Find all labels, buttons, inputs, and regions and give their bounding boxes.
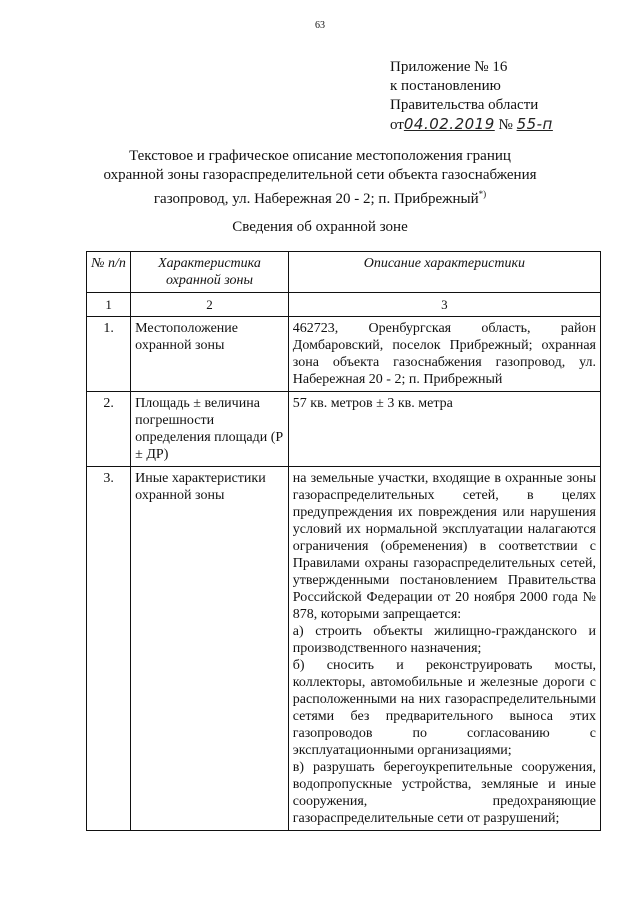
protection-zone-table (86, 251, 601, 831)
restriction-intro: на земельные участки, входящие в охранные зоны газораспределительных сетей, в целях предупреждения их повреждения или нарушения условий их нормальной эксплуатации налагаются ограничения (обременения) в соответствии с Правилами охраны газораспределительных сетей, утвержденными постановлением Правительства Российской Федерации от 20 ноября 2000 года № 878, которыми запрещается: (292, 471, 596, 622)
handwritten-date: 04.02.2019 (403, 115, 495, 133)
header-characteristic: Характеристика охранной зоны (131, 252, 289, 293)
appendix-title: Приложение № 16 (390, 59, 508, 75)
title-line-3: газопровод, ул. Набережная 20 - 2; п. Прибрежный*) (153, 189, 487, 207)
header-number: № п/п (87, 252, 131, 293)
column-number-3: 3 (288, 293, 600, 317)
row-characteristic: Иные характеристики охранной зоны (131, 467, 289, 831)
document-title (60, 147, 580, 209)
restriction-item-b: б) сносить и реконструировать мосты, коллекторы, автомобильные и железные дороги с расположенными на них газораспределительными сетями без предварительного выноса этих газопроводов по согласованию с эксплуатационными организациями; (292, 658, 596, 758)
page-number: 63 (315, 20, 325, 31)
header-description: Описание характеристики (288, 252, 600, 293)
row-characteristic: Местоположение охранной зоны (131, 317, 289, 392)
column-number-2: 2 (131, 293, 289, 317)
appendix-header (390, 58, 553, 135)
row-description: 57 кв. метров ± 3 кв. метра (288, 392, 600, 467)
table-row (87, 392, 601, 467)
date-prefix: от (390, 117, 404, 133)
restriction-item-a: а) строить объекты жилищно-гражданского и производственного назначения; (292, 624, 596, 656)
column-number-row (87, 293, 601, 317)
table-header-row (87, 252, 601, 293)
row-description: 462723, Оренбургская область, район Домбаровский, поселок Прибрежный; охранная зона объекта газоснабжения газопровод, ул. Набережная 20 - 2; п. Прибрежный (288, 317, 600, 392)
appendix-resolution: к постановлению (390, 78, 501, 94)
handwritten-number: 55-п (516, 115, 553, 133)
appendix-date-line (390, 115, 553, 135)
row-number: 1. (87, 317, 131, 392)
row-number: 2. (87, 392, 131, 467)
restriction-item-c: в) разрушать берегоукрепительные сооружения, водопропускные устройства, земляные и иные сооружения, предохраняющие газораспределительные сети от разрушений; (292, 760, 596, 826)
row-description (288, 467, 600, 831)
table-row (87, 467, 601, 831)
row-number: 3. (87, 467, 131, 831)
section-subtitle: Сведения об охранной зоне (232, 219, 408, 235)
column-number-1: 1 (87, 293, 131, 317)
title-line-1: Текстовое и графическое описание местоположения границ (129, 148, 511, 164)
number-sign: № (498, 117, 513, 133)
footnote-mark: *) (478, 189, 487, 199)
appendix-government: Правительства области (390, 97, 539, 113)
table-row (87, 317, 601, 392)
title-line-2: охранной зоны газораспределительной сети объекта газоснабжения (103, 167, 537, 183)
row-characteristic: Площадь ± величина погрешности определения площади (P ± ДР) (131, 392, 289, 467)
